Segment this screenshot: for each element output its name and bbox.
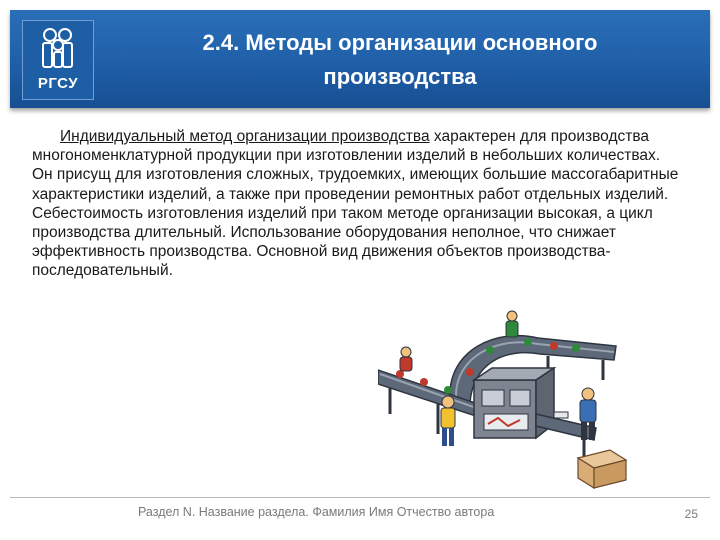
people-emblem-icon <box>23 21 93 75</box>
footer-text: Раздел N. Название раздела. Фамилия Имя Отчество автора <box>138 505 495 519</box>
body-paragraph <box>32 127 684 281</box>
logo-text: РГСУ <box>37 75 79 92</box>
footer-divider <box>10 497 710 498</box>
logo <box>22 20 94 100</box>
worker-figure <box>400 357 412 371</box>
body-paragraph-text: характерен для производства многономенклатурной продукции при изготовлении изделий в небольших количествах. Он присущ для изготовления сложных, трудоемких, имеющих большие массогабаритные характеристики изделий, а также при проведении ремонтных работ отдельных изделий. Себестоимость изготовления изделий при таком методе организации высокая, а цикл производства длительный. Использование оборудования неполное, что снижает эффективность производства. Основной вид движения объектов производства- последовательный. <box>32 128 679 280</box>
page-number: 25 <box>684 507 698 521</box>
production-line-illustration <box>378 310 642 492</box>
worker-figure <box>580 400 596 422</box>
worker-figure <box>506 321 518 337</box>
worker-figure <box>441 408 455 428</box>
term-underlined: Индивидуальный метод организации производства <box>60 128 430 145</box>
slide-title-line-2: производства <box>323 64 477 89</box>
slide-title <box>120 26 680 94</box>
slide-title-line-1: 2.4. Методы организации основного <box>202 30 598 55</box>
